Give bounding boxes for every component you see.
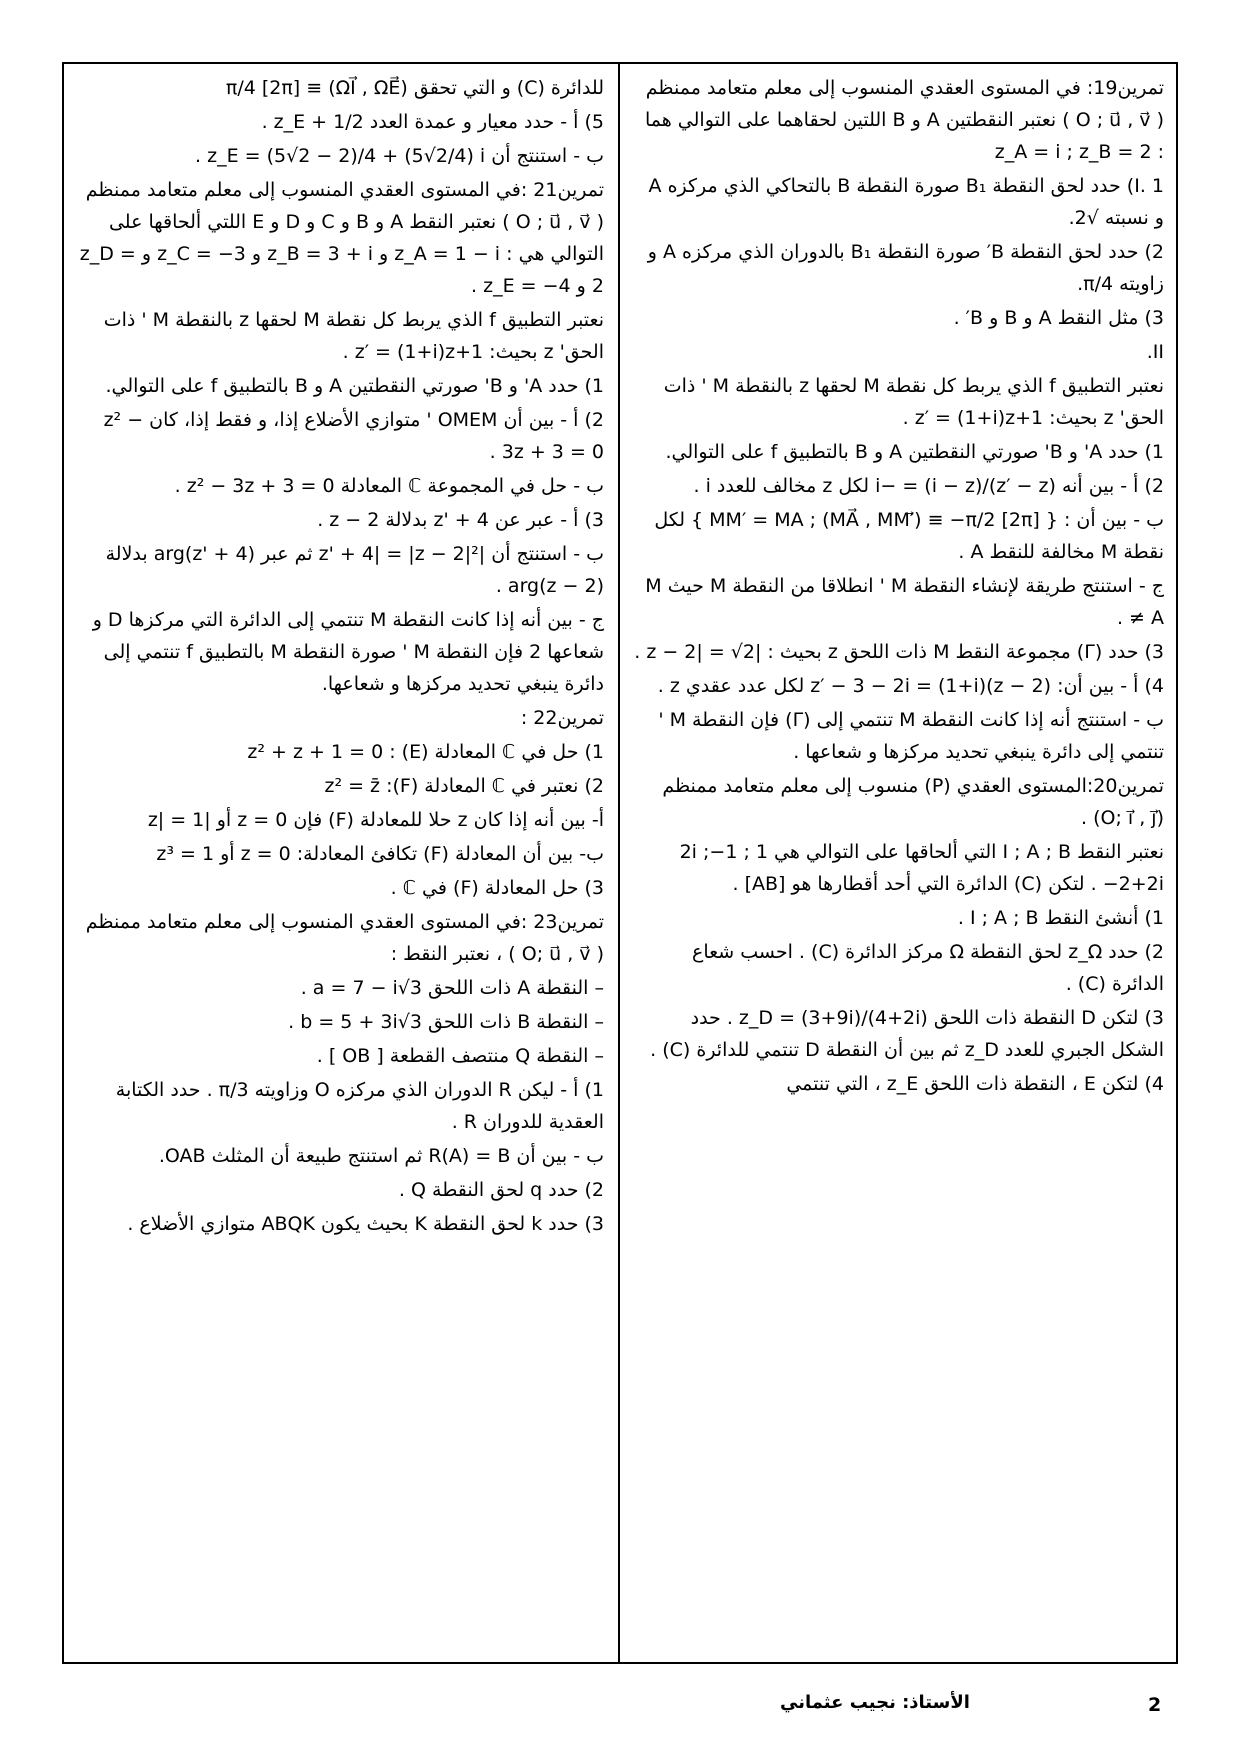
ex22-q2b: ب- بين أن المعادلة (F) تكافئ المعادلة: z = 0 أو z³ = 1 bbox=[156, 843, 604, 865]
exercise-22-title: تمرين22 : bbox=[520, 707, 604, 729]
ex19-part2-q4a: 4) أ - بين أن: z′ − 3 − 2i = (1+i)(z − 2) لكل عدد عقدي z . bbox=[657, 675, 1164, 697]
ex21-q1: 1) حدد A' و B' صورتي النقطتين A و B بالتطبيق f على التوالي. bbox=[105, 375, 604, 397]
ex22-q2: 2) نعتبر في ℂ المعادلة (F): z² = z̄ bbox=[324, 775, 604, 797]
ex21-map: نعتبر التطبيق f الذي يربط كل نقطة M لحقها z بالنقطة M ' ذات الحق' z بحيث: z′ = (1+i)z+1 . bbox=[103, 309, 604, 363]
ex23-q2: 2) حدد q لحق النقطة Q . bbox=[398, 1179, 604, 1201]
exercise-23-intro: تمرين23 :في المستوى العقدي المنسوب إلى معلم متعامد ممنظم ( O; u⃗ , v⃗ ) ، نعتبر النقط : bbox=[85, 911, 604, 965]
ex23-q1a: 1) أ - ليكن R الدوران الذي مركزه O وزاويته π/3 . حدد الكتابة العقدية للدوران R . bbox=[115, 1079, 604, 1133]
column-divider bbox=[618, 62, 620, 1664]
exercise-19-intro: تمرين19: في المستوى العقدي المنسوب إلى معلم متعامد ممنظم ( O ; u⃗ , v⃗ ) نعتبر النقطتين A و B اللتين لحقاهما على التوالي هما : z_A = i ; z_B = 2 bbox=[644, 77, 1164, 163]
ex19-part2-q2b: ب - بين أن : { MM′ = MA ; (MA⃗ , MM′⃗) ≡ −π/2 [2π] } لكل نقطة M مخالفة للنقط A . bbox=[654, 509, 1164, 563]
ex22-q2a: أ- بين أنه إذا كان z حلا للمعادلة (F) فإن z = 0 أو |z| = 1 bbox=[147, 809, 604, 831]
ex19-part1-q3: 3) مثل النقط A و B و B′ . bbox=[953, 307, 1164, 329]
ex19-part1-q1: I. 1) حدد لحق النقطة B₁ صورة النقطة B بالتحاكي الذي مركزه A و نسبته √2. bbox=[648, 175, 1164, 229]
exercise-21-intro: تمرين21 :في المستوى العقدي المنسوب إلى معلم متعامد ممنظم ( O ; u⃗ , v⃗ ) نعتبر النقط A و B و C و D و E اللتي ألحاقها على التوالي هي : z_A = 1 − i و z_B = 3 + i و z_C = −3 و z_D = 2 و z_E = −4 . bbox=[79, 179, 604, 297]
ex20-q4: 4) لتكن E ، النقطة ذات اللحق z_E ، التي تنتمي bbox=[786, 1073, 1164, 1095]
ex19-part2-intro: نعتبر التطبيق f الذي يربط كل نقطة M لحقها z بالنقطة M ' ذات الحق' z بحيث: z′ = (1+i)z+1 . bbox=[663, 375, 1164, 429]
ex21-q2a: 2) أ - بين أن OMEM ' متوازي الأضلاع إذا، و فقط إذا، كان z² − 3z + 3 = 0 . bbox=[103, 409, 604, 463]
ex21-q3a: 3) أ - عبر عن z' + 4 بدلالة z − 2 . bbox=[317, 509, 604, 531]
ex20-q2: 2) حدد z_Ω لحق النقطة Ω مركز الدائرة (C) . احسب شعاع الدائرة (C) . bbox=[692, 941, 1164, 995]
ex23-q3: 3) حدد k لحق النقطة K بحيث يكون ABQK متوازي الأضلاع . bbox=[127, 1213, 604, 1235]
ex19-part2-q1: 1) حدد A' و B' صورتي النقطتين A و B بالتطبيق f على التوالي. bbox=[665, 441, 1164, 463]
ex20-q5a: 5) أ - حدد معيار و عمدة العدد z_E + 1/2 . bbox=[261, 111, 604, 133]
author-credit: الأستاذ: نجيب عثماني bbox=[780, 1692, 970, 1713]
ex22-q1: 1) حل في ℂ المعادلة (E) : z² + z + 1 = 0 bbox=[247, 741, 604, 763]
ex20-q1: 1) أنشئ النقط I ; A ; B . bbox=[957, 907, 1164, 929]
ex20-q5b: ب - استنتج أن z_E = (5√2 − 2)/4 + (5√2/4) i . bbox=[195, 145, 604, 167]
ex21-q3c: ج - بين أنه إذا كانت النقطة M تنتمي إلى الدائرة التي مركزها D و شعاعها 2 فإن النقطة M ' صورة النقطة M بالتطبيق f تنتمي إلى دائرة ينبغي تحديد مركزها و شعاعها. bbox=[92, 609, 604, 695]
ex19-part1-q2: 2) حدد لحق النقطة B′ صورة النقطة B₁ بالدوران الذي مركزه A و زاويته π/4. bbox=[647, 241, 1164, 295]
ex20-q3: 3) لتكن D النقطة ذات اللحق z_D = (3+9i)/(4+2i) . حدد الشكل الجبري للعدد z_D ثم بين أن النقطة D تنتمي للدائرة (C) . bbox=[650, 1007, 1164, 1061]
ex22-q3: 3) حل المعادلة (F) في ℂ . bbox=[390, 877, 604, 899]
ex19-part2-q2a: 2) أ - بين أنه (z′ − z)/(i − z) = −i لكل z مخالف للعدد i . bbox=[693, 475, 1164, 497]
ex19-part2-q2c: ج - استنتج طريقة لإنشاء النقطة M ' انطلاقا من النقطة M حيث M ≠ A . bbox=[645, 575, 1164, 629]
ex23-point-b: – النقطة B ذات اللحق b = 5 + 3i√3 . bbox=[288, 1011, 604, 1033]
exercise-20-intro: تمرين20:المستوى العقدي (P) منسوب إلى معلم متعامد ممنظم (O; i⃗ , j⃗) . bbox=[662, 775, 1164, 829]
ex23-point-a: – النقطة A ذات اللحق a = 7 − i√3 . bbox=[300, 977, 604, 999]
ex21-q3b: ب - استنتج أن |z' + 4| = |z − 2|² ثم عبر arg(z' + 4) بدلالة arg(z − 2) . bbox=[105, 543, 604, 597]
ex23-point-q: – النقطة Q منتصف القطعة [ OB ] . bbox=[316, 1045, 604, 1067]
ex19-part2-q4b: ب - استنتج أنه إذا كانت النقطة M تنتمي إلى (Γ) فإن النقطة M ' تنتمي إلى دائرة ينبغي تحديد مركزها و شعاعها . bbox=[658, 709, 1164, 763]
ex21-q2b: ب - حل في المجموعة ℂ المعادلة z² − 3z + 3 = 0 . bbox=[174, 475, 604, 497]
ex20-q4-cont: للدائرة (C) و التي تحقق (ΩI⃗ , ΩE⃗) ≡ π/4 [2π] bbox=[225, 77, 604, 99]
page-number: 2 bbox=[1148, 1694, 1162, 1716]
ex20-points: نعتبر النقط I ; A ; B التي ألحاقها على التوالي هي 1 ; 1−2i ; −2+2i . لتكن (C) الدائرة التي أحد أقطارها هو [AB] . bbox=[679, 841, 1164, 895]
ex23-q1b: ب - بين أن R(A) = B ثم استنتج طبيعة أن المثلث OAB. bbox=[158, 1145, 604, 1167]
ex19-part2-label: II. bbox=[1146, 341, 1164, 363]
left-column bbox=[76, 72, 604, 1652]
ex19-part2-q3: 3) حدد (Γ) مجموعة النقط M ذات اللحق z بحيث : |z − 2| = √2 . bbox=[634, 641, 1164, 663]
right-column bbox=[634, 72, 1164, 1652]
